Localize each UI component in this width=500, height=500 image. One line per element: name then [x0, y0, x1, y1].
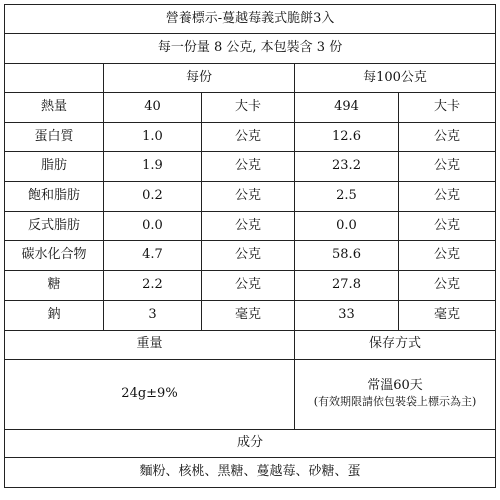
nutrient-per-100g-unit: 公克 [399, 182, 496, 212]
nutrient-row [5, 93, 496, 123]
label-title: 營養標示-蔓越莓義式脆餅3入 [5, 5, 496, 34]
nutrient-per-100g-unit: 公克 [399, 241, 496, 271]
serving-info: 每一份量 8 公克, 本包裝含 3 份 [5, 34, 496, 64]
nutrient-per-100g-unit: 公克 [399, 152, 496, 182]
ingredients-list: 麵粉、核桃、黑糖、蔓越莓、砂糖、蛋 [5, 457, 496, 487]
nutrient-per-100g-value: 2.5 [295, 182, 399, 212]
nutrient-per-100g-value: 27.8 [295, 271, 399, 301]
weight-header: 重量 [5, 330, 295, 359]
nutrient-per-100g-value: 33 [295, 300, 399, 330]
nutrient-per-serving-value: 3 [104, 300, 202, 330]
nutrient-per-serving-value: 2.2 [104, 271, 202, 301]
nutrient-row [5, 271, 496, 301]
nutrient-per-serving-value: 40 [104, 93, 202, 123]
nutrient-per-serving-unit: 公克 [202, 182, 295, 212]
nutrient-per-100g-unit: 毫克 [399, 300, 496, 330]
nutrient-row [5, 182, 496, 212]
nutrient-per-serving-unit: 公克 [202, 241, 295, 271]
nutrient-per-serving-unit: 公克 [202, 152, 295, 182]
nutrient-per-100g-unit: 大卡 [399, 93, 496, 123]
nutrient-name: 反式脂肪 [5, 211, 104, 241]
storage-value: 常溫60天 [367, 378, 423, 394]
nutrient-name: 熱量 [5, 93, 104, 123]
nutrient-per-serving-value: 4.7 [104, 241, 202, 271]
nutrition-label-table [4, 4, 496, 488]
nutrient-name: 碳水化合物 [5, 241, 104, 271]
storage-cell [295, 359, 496, 429]
per-serving-header: 每份 [104, 64, 295, 93]
nutrient-per-100g-unit: 公克 [399, 211, 496, 241]
nutrient-name: 蛋白質 [5, 122, 104, 152]
nutrient-name: 脂肪 [5, 152, 104, 182]
nutrient-name: 鈉 [5, 300, 104, 330]
nutrient-per-serving-unit: 公克 [202, 271, 295, 301]
nutrient-row [5, 211, 496, 241]
nutrient-per-100g-value: 23.2 [295, 152, 399, 182]
nutrient-name: 飽和脂肪 [5, 182, 104, 212]
nutrient-per-100g-value: 494 [295, 93, 399, 123]
ingredients-header: 成分 [5, 429, 496, 457]
nutrient-per-100g-unit: 公克 [399, 271, 496, 301]
nutrient-header-blank [5, 64, 104, 93]
nutrient-row [5, 300, 496, 330]
nutrient-per-serving-unit: 毫克 [202, 300, 295, 330]
nutrient-per-serving-unit: 公克 [202, 122, 295, 152]
nutrient-per-serving-value: 0.0 [104, 211, 202, 241]
nutrient-name: 糖 [5, 271, 104, 301]
nutrient-per-serving-value: 1.9 [104, 152, 202, 182]
nutrient-per-serving-unit: 公克 [202, 211, 295, 241]
nutrient-per-100g-value: 12.6 [295, 122, 399, 152]
nutrient-per-serving-value: 0.2 [104, 182, 202, 212]
storage-header: 保存方式 [295, 330, 496, 359]
nutrient-per-100g-unit: 公克 [399, 122, 496, 152]
nutrient-per-100g-value: 58.6 [295, 241, 399, 271]
per-100g-header: 每100公克 [295, 64, 496, 93]
nutrient-row [5, 241, 496, 271]
nutrient-row [5, 122, 496, 152]
storage-note: (有效期限請依包裝袋上標示為主) [313, 395, 477, 409]
nutrient-per-serving-unit: 大卡 [202, 93, 295, 123]
nutrient-per-100g-value: 0.0 [295, 211, 399, 241]
nutrient-row [5, 152, 496, 182]
weight-value: 24g±9% [5, 359, 295, 429]
nutrient-per-serving-value: 1.0 [104, 122, 202, 152]
